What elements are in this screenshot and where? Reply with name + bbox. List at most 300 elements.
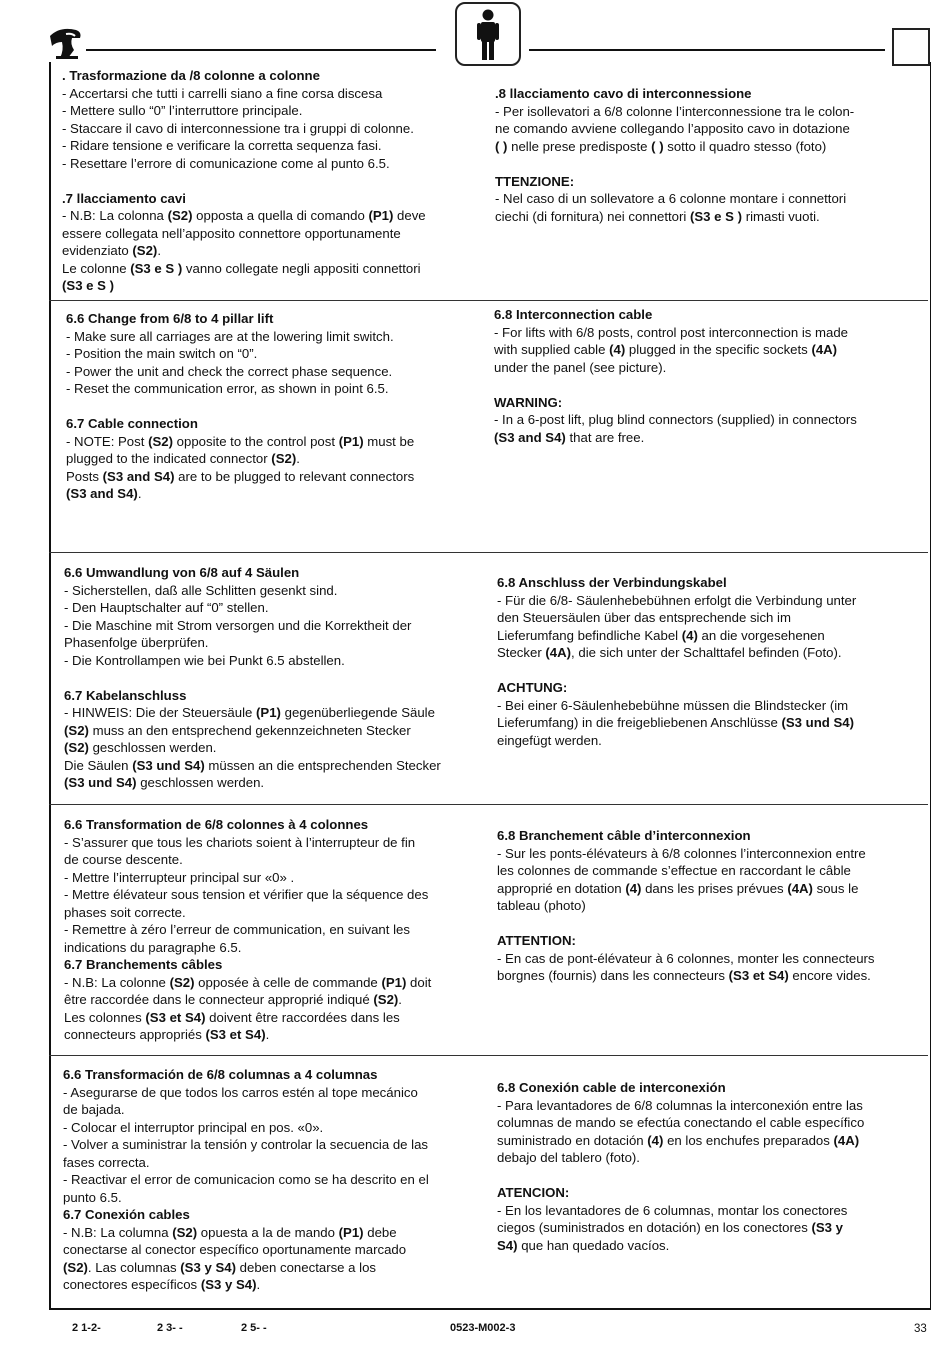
text-line (497, 697, 913, 715)
text-run: müssen an die entsprechenden Stecker (204, 757, 441, 773)
bold-reference: (S2) (64, 740, 89, 755)
text-run: . (398, 992, 402, 1007)
text-run: - HINWEIS: Die der Steuersäule (64, 705, 257, 720)
text-run: conectarse al conector específico oportunamente marcado (63, 1242, 407, 1257)
text-run: 6.7 Conexión cables (63, 1207, 190, 1222)
bold-reference: (S3 y (811, 1220, 843, 1235)
text-run: - Sicherstellen, daß alle Schlitten gesenkt sind. (64, 582, 338, 598)
section-heading (495, 173, 913, 191)
bold-reference: (4) (681, 627, 698, 643)
text-run: - Bei einer 6-Säulenhebebühne müssen die Blindstecker (im (497, 697, 849, 713)
text-run: - Sur les ponts-élévateurs à 6/8 colonnes l’interconnexion entre (497, 845, 866, 861)
bold-reference: (S3 y S4) (180, 1259, 236, 1275)
text-run: - N.B: La columna (63, 1224, 173, 1240)
text-line (64, 617, 480, 635)
text-run: 6.6 Umwandlung von 6/8 auf 4 Säulen (64, 565, 300, 580)
text-run: .8 llacciamento cavo di interconnessione (495, 86, 752, 101)
page-number: 33 (914, 1323, 927, 1335)
text-line (66, 363, 479, 381)
text-run: doivent être raccordées dans les (205, 1009, 400, 1025)
text-run: sous le (812, 880, 859, 896)
en-left-column (66, 310, 479, 503)
it-right-column (495, 85, 913, 225)
header-rule-right (529, 49, 885, 51)
pictogram-frame (455, 2, 521, 66)
section-heading (497, 1079, 915, 1097)
text-line (64, 904, 479, 922)
bold-reference: (S3 et S4) (728, 968, 789, 983)
text-run: - Resettare l’errore di comunicazione come al punto 6.5. (62, 155, 390, 171)
text-run: 6.8 Anschluss der Verbindungskabel (497, 575, 727, 590)
bold-reference: (S3 und S4) (132, 757, 205, 773)
text-run: plugged to the indicated connector (66, 451, 272, 466)
text-line (62, 225, 481, 243)
text-run: .7 llacciamento cavi (62, 190, 186, 206)
text-line (63, 1136, 481, 1154)
text-line (63, 1224, 481, 1242)
bold-reference: (S2) (373, 992, 399, 1007)
text-run: - Para levantadores de 6/8 columnas la interconexión entre las (497, 1097, 863, 1113)
text-line (494, 359, 915, 377)
text-line (497, 627, 913, 645)
fr-left-column (64, 816, 479, 1044)
text-line (494, 341, 915, 359)
text-run: - Ridare tensione e verificare la corretta sequenza fasi. (62, 138, 382, 153)
text-line (497, 950, 913, 968)
text-run: gegenüberliegende Säule (280, 705, 435, 720)
text-run: ciegos (suministrados en dotación) en los conectores (497, 1220, 812, 1235)
text-run: suministrado en dotación (497, 1132, 648, 1148)
text-run: under the panel (see picture). (494, 359, 667, 375)
text-line (497, 592, 913, 610)
bold-reference: (S2) (167, 208, 193, 223)
text-run: en los enchufes preparados (663, 1132, 834, 1148)
bold-reference: (4A) (787, 880, 813, 896)
text-run: fases correcta. (63, 1154, 150, 1170)
es-right-column (497, 1079, 915, 1254)
it-left-column (62, 67, 481, 295)
bold-reference: (P1) (338, 433, 364, 449)
text-line (66, 380, 479, 398)
bold-reference: (4) (647, 1132, 664, 1148)
text-line (64, 869, 479, 887)
section-heading (494, 394, 915, 412)
text-run: approprié en dotation (497, 880, 626, 896)
text-run: - In a 6-post lift, plug blind connectors (supplied) in connectors (494, 412, 857, 427)
text-run: that are free. (565, 429, 645, 445)
text-line (64, 974, 479, 992)
text-run: must be (363, 433, 415, 449)
text-line (62, 277, 481, 295)
text-line (497, 1097, 915, 1115)
bold-reference: (4) (625, 880, 642, 896)
text-line (64, 991, 479, 1009)
text-run: evidenziato (62, 243, 133, 258)
text-run: opposée à celle de commande (194, 974, 382, 990)
company-logo-icon (46, 24, 86, 64)
text-line (497, 862, 913, 880)
section-heading (497, 679, 913, 697)
section-heading (497, 574, 913, 592)
text-run: - Die Maschine mit Strom versorgen und die Korrektheit der (64, 617, 412, 633)
text-line (62, 260, 481, 278)
footer-code-2: 2 3- - (157, 1322, 183, 1334)
text-run: Lieferumfang befindliche Kabel (497, 627, 682, 643)
text-run: vanno collegate negli appositi connettori (182, 260, 421, 276)
text-run: , die sich unter der Schalttafel befinden (Foto). (571, 645, 842, 660)
es-left-column (63, 1066, 481, 1294)
blank-line (497, 1167, 915, 1185)
text-run: ciechi (di fornitura) nei connettori (495, 208, 690, 224)
text-run: - En cas de pont-élévateur à 6 colonnes, monter les connecteurs (497, 950, 875, 966)
text-line (494, 411, 915, 429)
text-line (494, 324, 915, 342)
text-run: columnas de mando se efectúa conectando el cable específico (497, 1115, 865, 1130)
bold-reference: (4A) (811, 342, 838, 357)
text-line (62, 155, 481, 173)
text-run: muss an den entsprechend gekennzeichneten Stecker (88, 722, 411, 738)
text-run: que han quedado vacíos. (517, 1237, 670, 1253)
bold-reference: (S3 et S4) (145, 1009, 206, 1025)
text-run: . Trasformazione da /8 colonne a colonne (62, 68, 320, 83)
text-run: - For lifts with 6/8 posts, control post interconnection is made (494, 324, 849, 340)
text-run: être raccordée dans le connecteur approprié indiqué (64, 992, 374, 1007)
text-run: . (265, 1027, 270, 1042)
bold-reference: (S3 and S4) (66, 486, 138, 501)
text-run: TTENZIONE: (495, 173, 575, 189)
text-line (497, 1219, 915, 1237)
text-line (64, 582, 480, 600)
blank-line (495, 155, 913, 173)
text-run: - Power the unit and check the correct phase sequence. (66, 363, 393, 379)
text-line (64, 652, 480, 670)
text-run: de bajada. (63, 1102, 125, 1117)
text-line (66, 485, 479, 503)
text-line (64, 757, 480, 775)
section-divider-en-de (49, 552, 928, 553)
text-line (63, 1276, 481, 1294)
section-heading (64, 564, 480, 582)
text-run: - NOTE: Post (66, 433, 149, 449)
text-run: - Make sure all carriages are at the lowering limit switch. (66, 328, 394, 344)
text-run: Les colonnes (64, 1009, 146, 1025)
text-run: - Reset the communication error, as shown in point 6.5. (66, 381, 389, 396)
text-run: geschlossen werden. (88, 740, 217, 755)
text-run: connecteurs appropriés (64, 1027, 206, 1042)
text-line (497, 644, 913, 662)
text-line (62, 137, 481, 155)
text-line (64, 704, 480, 722)
text-line (495, 138, 913, 156)
text-run: doit (406, 974, 432, 990)
bold-reference: (4A) (545, 645, 572, 660)
bold-reference: (S3 e S ) (130, 260, 183, 276)
footer-doc-code: 0523-M002-3 (450, 1322, 516, 1334)
text-line (497, 1237, 915, 1255)
text-run: deben conectarse a los (236, 1259, 377, 1275)
bold-reference: (P1) (368, 208, 394, 223)
text-line (64, 886, 479, 904)
text-run: . Las columnas (87, 1259, 181, 1275)
bold-reference: ( ) (495, 138, 508, 154)
text-run: sotto il quadro stesso (foto) (663, 138, 827, 154)
text-line (63, 1119, 481, 1137)
text-run: - Remettre à zéro l’erreur de communication, en suivant les (64, 922, 410, 937)
bold-reference: (S3 and S4) (102, 468, 175, 484)
bold-reference: (S3 und S4) (64, 775, 137, 790)
text-line (495, 120, 913, 138)
section-heading (64, 816, 479, 834)
text-line (66, 468, 479, 486)
section-heading (64, 956, 479, 974)
text-run: conectores específicos (63, 1277, 201, 1292)
text-run: - Mettre élévateur sous tension et vérifier que la séquence des (64, 887, 429, 902)
text-run: rimasti vuoti. (742, 208, 820, 224)
bold-reference: (P1) (256, 705, 281, 720)
text-run: - Staccare il cavo di interconnessione tra i gruppi di colonne. (62, 120, 414, 136)
text-run: with supplied cable (494, 342, 610, 357)
bold-reference: (S2) (64, 722, 89, 738)
text-line (64, 921, 479, 939)
text-line (66, 450, 479, 468)
text-line (64, 1026, 479, 1044)
text-line (497, 880, 913, 898)
text-run: ATENCION: (497, 1185, 570, 1200)
text-line (63, 1189, 481, 1207)
text-line (495, 103, 913, 121)
text-line (64, 774, 480, 792)
text-run: 6.6 Change from 6/8 to 4 pillar lift (66, 311, 274, 326)
text-run: Phasenfolge überprüfen. (64, 635, 209, 650)
text-run: ATTENTION: (497, 933, 576, 948)
text-run: debe (363, 1224, 397, 1240)
section-divider-fr-es (49, 1055, 928, 1056)
text-run: borgnes (fournis) dans les connecteurs (497, 968, 729, 983)
text-run: are to be plugged to relevant connectors (174, 468, 415, 484)
text-line (64, 722, 480, 740)
section-heading (62, 67, 481, 85)
text-line (62, 242, 481, 260)
text-run: deve (393, 208, 426, 223)
text-run: - Für die 6/8- Säulenhebebühnen erfolgt die Verbindung unter (497, 592, 857, 608)
section-heading (497, 1184, 915, 1202)
text-run: - N.B: La colonna (62, 208, 168, 223)
blank-line (494, 376, 915, 394)
bold-reference: (S3 y S4) (200, 1277, 257, 1292)
bold-reference: (S3 und S4) (781, 715, 854, 730)
text-run: . (296, 451, 300, 466)
bold-reference: (S2) (169, 974, 195, 990)
text-run: den Steuersäulen über das entsprechende sich im (497, 610, 791, 625)
text-run: tableau (photo) (497, 898, 586, 913)
section-heading (63, 1066, 481, 1084)
blank-line (66, 398, 479, 416)
text-run: 6.6 Transformation de 6/8 colonnes à 4 colonnes (64, 817, 369, 832)
text-line (497, 1132, 915, 1150)
text-run: - En los levantadores de 6 columnas, montar los conectores (497, 1202, 848, 1218)
header-rule-left (86, 49, 436, 51)
en-right-column (494, 306, 915, 446)
bold-reference: (S3 and S4) (494, 429, 566, 445)
text-line (64, 939, 479, 957)
text-run: debajo del tablero (foto). (497, 1150, 640, 1165)
text-line (63, 1171, 481, 1189)
text-run: - Nel caso di un sollevatore a 6 colonne montare i connettori (495, 191, 847, 206)
section-heading (497, 932, 913, 950)
text-run: les colonnes de commande s’effectue en raccordant le câble (497, 863, 851, 878)
text-line (62, 120, 481, 138)
text-run: encore vides. (788, 968, 871, 983)
text-line (497, 967, 913, 985)
text-line (63, 1259, 481, 1277)
text-run: opposta a quella di comando (192, 208, 369, 223)
text-run: - Position the main switch on “0”. (66, 346, 258, 361)
bold-reference: (P1) (338, 1224, 364, 1240)
text-run: opuesta a la de mando (197, 1224, 339, 1240)
blank-line (497, 662, 913, 680)
text-line (64, 1009, 479, 1027)
bold-reference: S4) (497, 1237, 518, 1253)
text-run: Die Säulen (64, 757, 133, 773)
text-run: 6.8 Interconnection cable (494, 307, 653, 322)
text-run: . (256, 1277, 261, 1292)
text-run: - Accertarsi che tutti i carrelli siano a fine corsa discesa (62, 85, 383, 101)
text-run: punto 6.5. (63, 1189, 122, 1205)
text-run: Lieferumfang) in die freigebliebenen Anschlüsse (497, 715, 782, 730)
text-run: ACHTUNG: (497, 680, 568, 695)
footer-code-3: 2 5- - (241, 1322, 267, 1334)
text-run: eingefügt werden. (497, 732, 602, 748)
section-heading (64, 687, 480, 705)
section-heading (63, 1206, 481, 1224)
text-run: 6.6 Transformación de 6/8 columnas a 4 columnas (63, 1067, 378, 1082)
text-run: indications du paragraphe 6.5. (64, 939, 242, 955)
text-run: 6.8 Branchement câble d’interconnexion (497, 828, 751, 843)
bold-reference: (S2) (63, 1259, 88, 1275)
section-heading (494, 306, 915, 324)
section-divider-it-en (49, 300, 928, 301)
footer-code-1: 2 1-2- (72, 1322, 101, 1334)
text-run: 6.7 Cable connection (66, 416, 198, 431)
text-run: geschlossen werden. (136, 775, 265, 790)
text-run: phases soit correcte. (64, 904, 186, 920)
text-line (62, 207, 481, 225)
text-line (64, 599, 480, 617)
text-line (494, 429, 915, 447)
text-line (497, 845, 913, 863)
text-line (62, 85, 481, 103)
text-run: Le colonne (62, 260, 131, 276)
section-heading (497, 827, 913, 845)
de-left-column (64, 564, 480, 792)
text-run: 6.7 Kabelanschluss (64, 687, 187, 703)
text-line (64, 834, 479, 852)
bold-reference: (S3 et S4) (205, 1027, 266, 1042)
de-right-column (497, 574, 913, 749)
text-run: - N.B: La colonne (64, 974, 170, 990)
text-run: - Mettere sullo “0” l’interruttore principale. (62, 103, 303, 118)
section-divider-de-fr (49, 804, 928, 805)
text-run: 6.7 Branchements câbles (64, 957, 223, 972)
bold-reference: (4) (609, 342, 626, 357)
text-run: nelle prese predisposte (507, 138, 652, 154)
text-run: plugged in the specific sockets (625, 342, 812, 357)
text-line (63, 1154, 481, 1172)
text-run: - Per isollevatori a 6/8 colonne l’interconnessione tra le colon- (495, 103, 855, 119)
section-heading (66, 310, 479, 328)
standing-person-icon (457, 4, 519, 64)
text-line (63, 1241, 481, 1259)
text-line (64, 634, 480, 652)
text-run: an die vorgesehenen (697, 627, 825, 643)
text-line (62, 102, 481, 120)
bold-reference: (S2) (271, 451, 297, 466)
bold-reference: ( ) (651, 138, 664, 154)
text-run: - S’assurer que tous les chariots soient à l’interrupteur de fin (64, 834, 416, 850)
text-run: WARNING: (494, 394, 563, 410)
text-line (66, 328, 479, 346)
text-run: - Mettre l’interrupteur principal sur «0» . (64, 869, 295, 885)
bold-reference: (S2) (148, 433, 173, 449)
blank-line (62, 172, 481, 190)
text-run: . (157, 243, 161, 258)
text-line (497, 1114, 915, 1132)
bold-reference: (S3 e S ) (689, 208, 743, 224)
text-run: opposite to the control post (173, 433, 339, 449)
text-run: ne comando avviene collegando l’apposito cavo in dotazione (495, 121, 850, 136)
text-run: - Asegurarse de que todos los carros estén al tope mecánico (63, 1084, 418, 1100)
text-run: - Volver a suministrar la tensión y controlar la secuencia de las (63, 1137, 429, 1152)
section-heading (495, 85, 913, 103)
text-line (64, 851, 479, 869)
bold-reference: (P1) (381, 974, 407, 990)
fr-right-column (497, 827, 913, 985)
bold-reference: (S3 e S ) (62, 278, 115, 293)
text-line (66, 345, 479, 363)
section-heading (66, 415, 479, 433)
bold-reference: (4A) (833, 1132, 860, 1148)
text-line (63, 1101, 481, 1119)
corner-box (892, 28, 930, 66)
text-run: de course descente. (64, 852, 183, 867)
text-run: - Den Hauptschalter auf “0” stellen. (64, 600, 269, 615)
text-line (495, 190, 913, 208)
text-run: Stecker (497, 645, 546, 660)
text-line (497, 1202, 915, 1220)
text-line (64, 739, 480, 757)
blank-line (64, 669, 480, 687)
text-run: - Reactivar el error de comunicacion como se ha descrito en el (63, 1172, 429, 1187)
text-line (63, 1084, 481, 1102)
text-run: - Die Kontrollampen wie bei Punkt 6.5 abstellen. (64, 652, 345, 668)
text-line (66, 433, 479, 451)
text-line (497, 732, 913, 750)
text-run: 6.8 Conexión cable de interconexión (497, 1080, 726, 1095)
text-line (497, 1149, 915, 1167)
bold-reference: (S2) (172, 1224, 198, 1240)
text-run: . (137, 486, 142, 501)
text-run: dans les prises prévues (641, 880, 788, 896)
text-line (497, 609, 913, 627)
bold-reference: (S2) (132, 243, 158, 258)
text-run: Posts (66, 468, 103, 484)
blank-line (497, 915, 913, 933)
text-line (497, 897, 913, 915)
text-line (495, 208, 913, 226)
text-run: - Colocar el interruptor principal en pos. «0». (63, 1119, 324, 1135)
text-run: essere collegata nell’apposito connettore opportunamente (62, 225, 401, 241)
section-heading (62, 190, 481, 208)
